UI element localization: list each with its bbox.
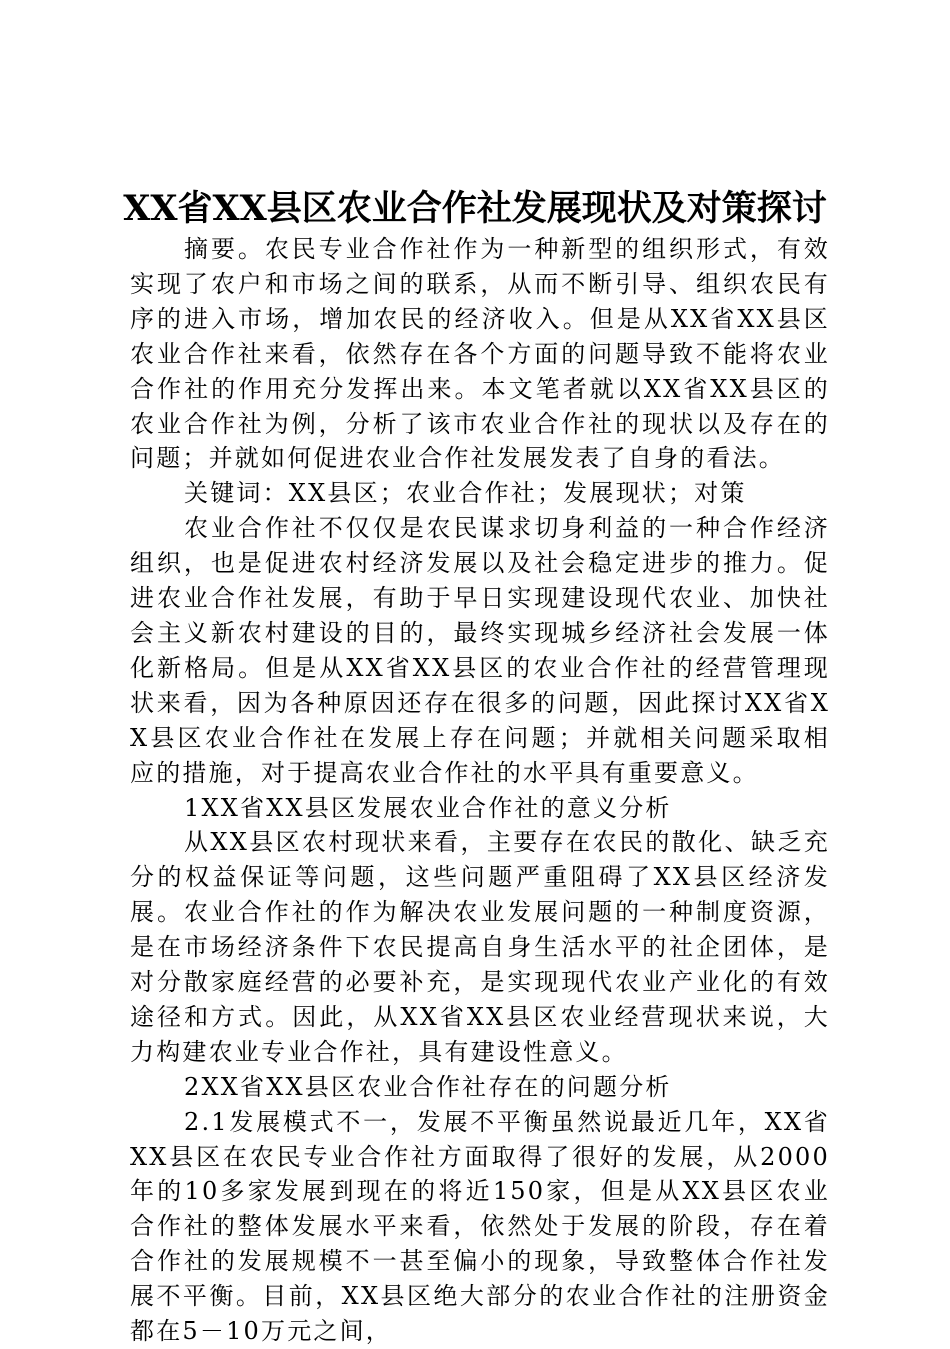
intro-paragraph: 农业合作社不仅仅是农民谋求切身利益的一种合作经济组织，也是促进农村经济发展以及社会稳定进步的推力。促进农业合作社发展，有助于早日实现建设现代农业、加快社会主义新农村建设的目的，最终实现城乡经济社会发展一体化新格局。但是从XX省XX县区的农业合作社的经营管理现状来看，因为各种原因还存在很多的问题，因此探讨XX省XX县区农业合作社在发展上存在问题；并就相关问题采取相应的措施，对于提高农业合作社的水平具有重要意义。 [130,514,830,787]
section-heading-1: 1XX省XX县区发展农业合作社的意义分析 [184,793,672,822]
abstract-paragraph: 摘要。农民专业合作社作为一种新型的组织形式，有效实现了农户和市场之间的联系，从而不断引导、组织农民有序的进入市场，增加农民的经济收入。但是从XX省XX县区农业合作社来看，依然存在各个方面的问题导致不能将农业合作社的作用充分发挥出来。本文笔者就以XX省XX县区的农业合作社为例，分析了该市农业合作社的现状以及存在的问题；并就如何促进农业合作社发展发表了自身的看法。 [130,235,830,473]
section-2-1-paragraph: 2.1发展模式不一，发展不平衡虽然说最近几年，XX省XX县区在农民专业合作社方面取得了很好的发展，从2000年的10多家发展到现在的将近150家，但是从XX县区农业合作社的整体发展水平来看，依然处于发展的阶段，存在着合作社的发展规模不一甚至偏小的现象，导致整体合作社发展不平衡。目前，XX县区绝大部分的农业合作社的注册资金都在5－10万元之间， [130,1107,830,1346]
section-heading-2: 2XX省XX县区农业合作社存在的问题分析 [184,1072,672,1101]
document-title: XX省XX县区农业合作社发展现状及对策探讨 [123,188,827,229]
keywords-paragraph: 关键词：XX县区；农业合作社；发展现状；对策 [184,479,747,508]
section-1-paragraph: 从XX县区农村现状来看，主要存在农民的散化、缺乏充分的权益保证等问题，这些问题严重阻碍了XX县区经济发展。农业合作社的作为解决农业发展问题的一种制度资源，是在市场经济条件下农民提高自身生活水平的社企团体，是对分散家庭经营的必要补充，是实现现代农业产业化的有效途径和方式。因此，从XX省XX县区农业经营现状来说，大力构建农业专业合作社，具有建设性意义。 [130,828,830,1066]
document-body [130,232,830,1349]
